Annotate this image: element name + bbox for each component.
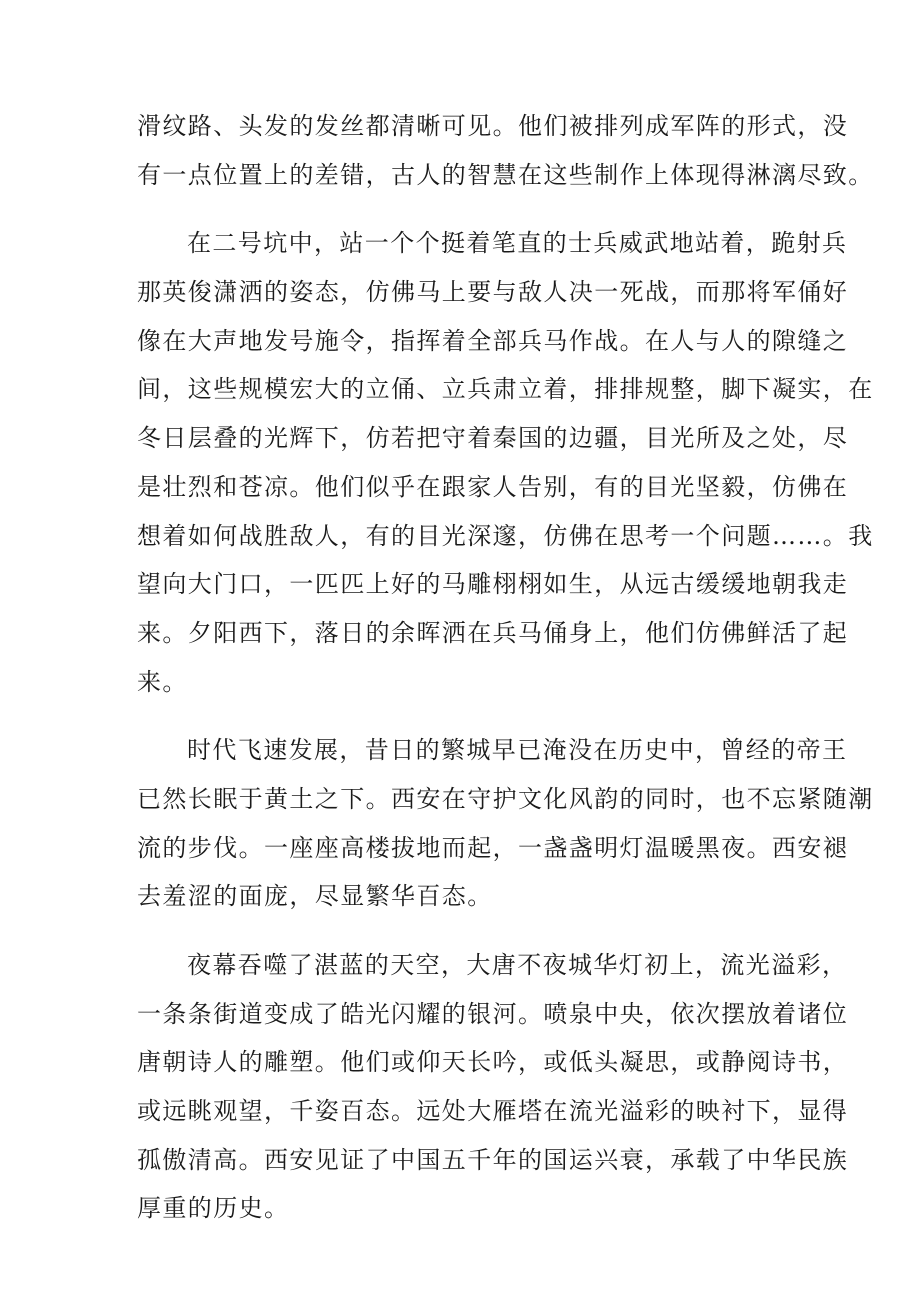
text-line: 望向大门口，一匹匹上好的马雕栩栩如生，从远古缓缓地朝我走 xyxy=(137,570,849,599)
text-line: 来。夕阳西下，落日的余晖洒在兵马俑身上，他们仿佛鲜活了起 xyxy=(137,618,849,647)
text-line: 孤傲清高。西安见证了中国五千年的国运兴衰，承载了中华民族 xyxy=(137,1145,849,1174)
text-line: 那英俊潇洒的姿态，仿佛马上要与敌人决一死战，而那将军俑好 xyxy=(137,278,849,307)
text-line: 冬日层叠的光辉下，仿若把守着秦国的边疆，目光所及之处，尽 xyxy=(137,424,849,453)
paragraph-2 xyxy=(137,219,874,706)
text-line: 想着如何战胜敌人，有的目光深邃，仿佛在思考一个问题……。我 xyxy=(137,521,874,550)
paragraph-1 xyxy=(137,102,874,199)
text-line: 来。 xyxy=(137,667,188,696)
text-line: 像在大声地发号施令，指挥着全部兵马作战。在人与人的隙缝之 xyxy=(137,326,849,355)
text-line: 厚重的历史。 xyxy=(137,1194,290,1223)
text-line: 已然长眠于黄土之下。西安在守护文化风韵的同时，也不忘紧随潮 xyxy=(137,784,874,813)
text-line: 在二号坑中，站一个个挺着笔直的士兵威武地站着，跪射兵 xyxy=(187,229,848,258)
text-line: 唐朝诗人的雕塑。他们或仰天长吟，或低头凝思，或静阅诗书， xyxy=(137,1048,849,1077)
text-line: 滑纹路、头发的发丝都清晰可见。他们被排列成军阵的形式，没 xyxy=(137,112,849,140)
text-line: 夜幕吞噬了湛蓝的天空，大唐不夜城华灯初上，流光溢彩， xyxy=(187,951,848,979)
text-line: 时代飞速发展，昔日的繁城早已淹没在历史中，曾经的帝王 xyxy=(187,736,848,765)
text-line: 去羞涩的面庞，尽显繁华百态。 xyxy=(137,882,493,911)
text-line: 流的步伐。一座座高楼拔地而起，一盏盏明灯温暖黑夜。西安褪 xyxy=(137,833,849,862)
essay-body xyxy=(137,102,874,1233)
text-line: 间，这些规模宏大的立俑、立兵肃立着，排排规整，脚下凝实，在 xyxy=(137,375,874,404)
paragraph-4 xyxy=(137,941,849,1233)
paragraph-3 xyxy=(137,726,874,921)
text-line: 是壮烈和苍凉。他们似乎在跟家人告别，有的目光坚毅，仿佛在 xyxy=(137,472,849,501)
text-line: 一条条街道变成了皓光闪耀的银河。喷泉中央，依次摆放着诸位 xyxy=(137,999,849,1028)
text-line: 有一点位置上的差错，古人的智慧在这些制作上体现得淋漓尽致。 xyxy=(137,160,874,189)
text-line: 或远眺观望，千姿百态。远处大雁塔在流光溢彩的映衬下，显得 xyxy=(137,1097,849,1126)
